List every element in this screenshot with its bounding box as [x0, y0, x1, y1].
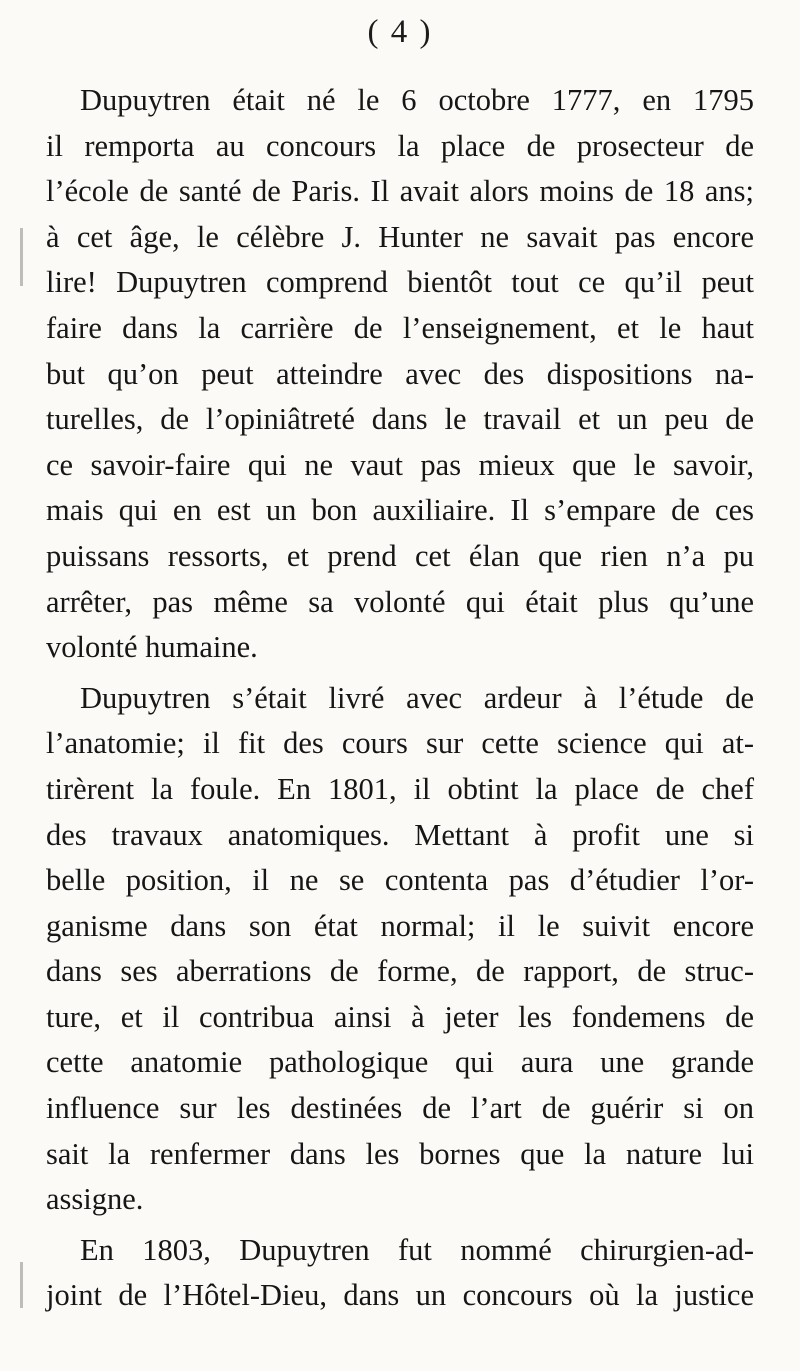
text-line: il remporta au concours la place de prosecteur de — [46, 128, 754, 163]
paragraph-1 — [46, 78, 754, 671]
text-line: En 1803, Dupuytren fut nommé chirurgien-ad- — [80, 1232, 754, 1267]
text-line: Dupuytren s’était livré avec ardeur à l’étude de — [80, 680, 754, 715]
text-line: ganisme dans son état normal; il le suivit encore — [46, 908, 754, 943]
text-line: faire dans la carrière de l’enseignement, et le haut — [46, 310, 754, 345]
text-line: lire! Dupuytren comprend bientôt tout ce qu’il peut — [46, 265, 754, 300]
text-line: cette anatomie pathologique qui aura une grande — [46, 1045, 754, 1080]
paragraph-3 — [46, 1228, 754, 1319]
text-line: Dupuytren était né le 6 octobre 1777, en 1795 — [80, 83, 754, 117]
text-line: ture, et il contribua ainsi à jeter les fondemens de — [46, 999, 754, 1034]
text-line: but qu’on peut atteindre avec des dispositions na- — [46, 356, 754, 391]
text-line: des travaux anatomiques. Mettant à profit une si — [46, 817, 754, 852]
margin-mark — [20, 228, 23, 286]
text-line: assigne. — [46, 1182, 144, 1217]
text-line: ce savoir-faire qui ne vaut pas mieux que le savoir, — [46, 447, 754, 482]
margin-mark — [20, 1262, 23, 1308]
body-text — [46, 78, 754, 1319]
text-line: turelles, de l’opiniâtreté dans le travail et un peu de — [46, 402, 754, 437]
text-line: puissans ressorts, et prend cet élan que rien n’a pu — [46, 538, 754, 573]
page-number: ( 4 ) — [367, 14, 433, 50]
text-line: dans ses aberrations de forme, de rapport, de struc- — [46, 954, 754, 989]
text-line: mais qui en est un bon auxiliaire. Il s’empare de ces — [46, 493, 754, 528]
text-line: tirèrent la foule. En 1801, il obtint la place de chef — [46, 771, 754, 806]
text-line: joint de l’Hôtel-Dieu, dans un concours où la justice — [46, 1278, 754, 1313]
text-line: belle position, il ne se contenta pas d’étudier l’or- — [46, 863, 754, 898]
text-line: l’école de santé de Paris. Il avait alors moins de 18 ans; — [46, 174, 754, 209]
text-line: volonté humaine. — [46, 630, 258, 665]
text-line: à cet âge, le célèbre J. Hunter ne savait pas encore — [46, 219, 754, 254]
text-line: l’anatomie; il fit des cours sur cette science qui at- — [46, 726, 754, 761]
paragraph-2 — [46, 676, 754, 1223]
text-line: influence sur les destinées de l’art de guérir si on — [46, 1091, 754, 1126]
text-line: sait la renfermer dans les bornes que la nature lui — [46, 1136, 754, 1171]
text-line: arrêter, pas même sa volonté qui était plus qu’une — [46, 584, 754, 619]
